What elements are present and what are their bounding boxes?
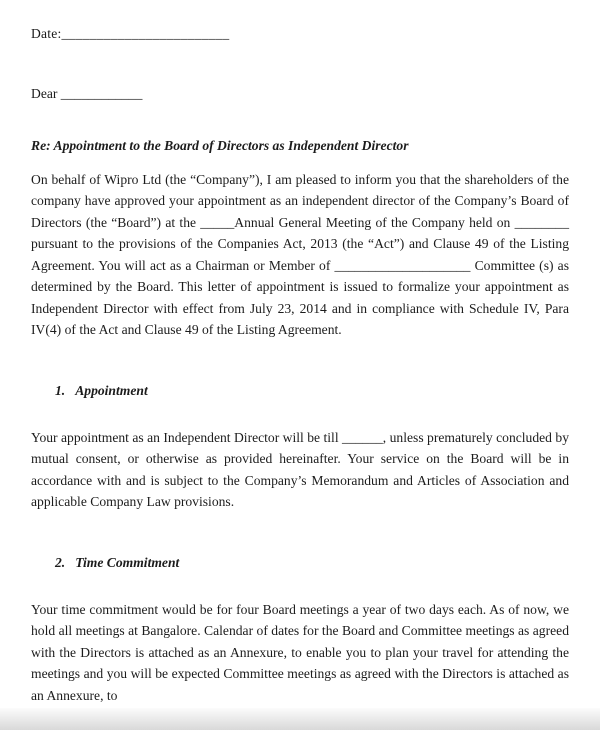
section-appointment (31, 383, 569, 513)
section-body-time-commitment: Your time commitment would be for four Board meetings a year of two days each. As of now, we hold all meetings at Bangalore. Calendar of dates for the Board and Committee meetings as agreed with the Directors is attached as an Annexure, to enable you to plan your travel for attending the meetings and you will be expected Committee meetings as agreed with the Directors is attached as an Annexure, to (31, 601, 569, 703)
section-heading-appointment (55, 383, 569, 399)
section-number: 1. (55, 382, 66, 398)
intro-paragraph: On behalf of Wipro Ltd (the “Company”), I am pleased to inform you that the shareholders of the company have approved your appointment as an independent director of the Company’s Board of Directors (the “Board”) at the _____Annual General Meeting of the Company held on ________ pursuant to the provisions of the Companies Act, 2013 (the “Act”) and Clause 49 of the Listing Agreement. You will act as a Chairman or Member of ____________________ Committee (s) as determined by the Board. This letter of appointment is issued to formalize your appointment as Independent Director with effect from July 23, 2014 and in compliance with Schedule IV, Para IV(4) of the Act and Clause 49 of the Listing Agreement. (31, 172, 569, 338)
salutation-line: Dear ____________ (31, 86, 143, 101)
section-heading-time-commitment (55, 555, 569, 571)
section-number: 2. (55, 554, 66, 570)
section-title: Appointment (75, 382, 148, 398)
section-title: Time Commitment (75, 554, 180, 570)
subject-line: Re: Appointment to the Board of Directors as Independent Director (31, 138, 409, 153)
page-bottom-cutoff-shade (0, 708, 600, 730)
date-line: Date:________________________ (31, 26, 230, 41)
section-body-appointment: Your appointment as an Independent Director will be till ______, unless prematurely concluded by mutual consent, or otherwise as provided hereinafter. Your service on the Board will be in accordance with and is subject to the Company’s Memorandum and Articles of Association and applicable Company Law provisions. (31, 429, 569, 510)
section-time-commitment (31, 555, 569, 706)
